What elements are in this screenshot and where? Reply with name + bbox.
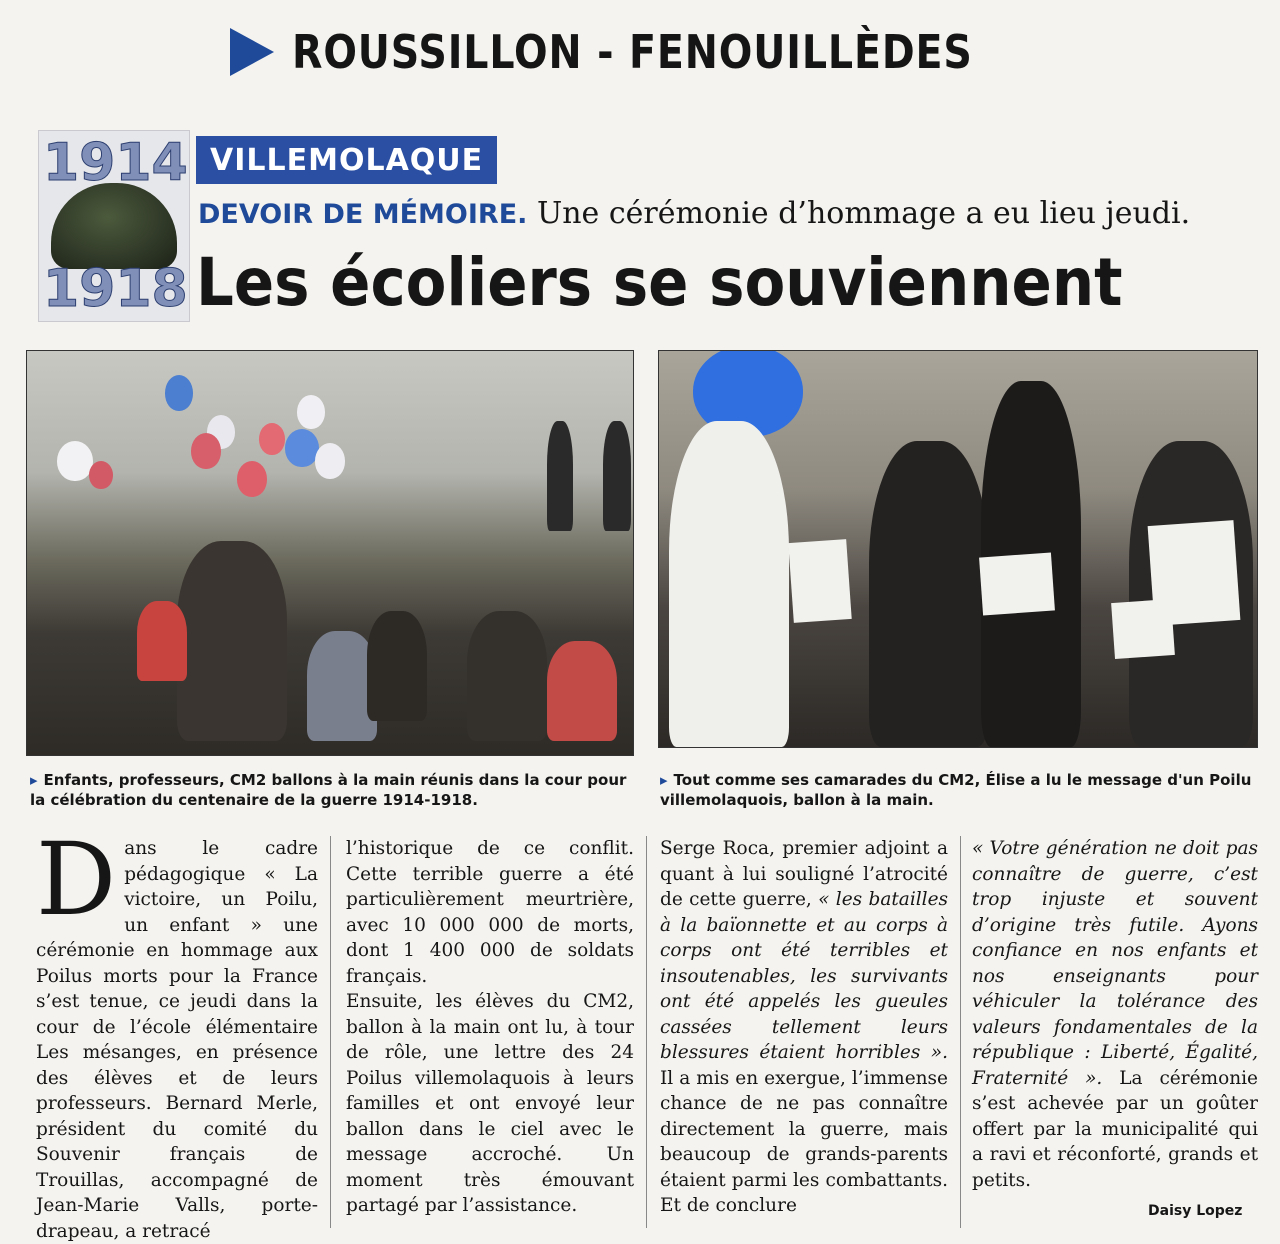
subhead-keyword: DEVOIR DE MÉMOIRE. bbox=[198, 199, 528, 230]
article-column-1 bbox=[36, 821, 318, 1244]
photo-reading-letter bbox=[658, 350, 1258, 748]
triangle-arrow-icon bbox=[230, 28, 274, 76]
helmet-icon bbox=[51, 183, 177, 269]
column-text: l’historique de ce conflit. Cette terrible guerre a été particulièrement meurtrière, avec 10 000 000 de morts, dont 1 400 000 de soldats français. bbox=[346, 838, 634, 987]
column-text: ans le cadre pédagogique « La victoire, un Poilu, un enfant » une cérémonie en hommage aux Poilus morts pour la France s’est tenue, ce jeudi dans la cour de l’école élémentaire Les mésanges, en présence des élèves et de leurs professeurs. Bernard Merle, président du comité du Souvenir français de Trouillas, accompagné de Jean-Marie Valls, porte-drapeau, a retracé bbox=[36, 838, 318, 1242]
caption-text: Tout comme ses camarades du CM2, Élise a lu le message d'un Poilu villemolaquois, ballon à la main. bbox=[660, 771, 1252, 809]
article-column-2 bbox=[346, 836, 634, 1219]
column-text: Serge Roca, premier adjoint a quant à lui souligné l’atrocité de cette guerre, bbox=[660, 838, 948, 910]
section-header bbox=[230, 20, 1084, 84]
column-text: La cérémonie s’est achevée par un goûter offert par la municipalité qui a ravi et réconforté, grands et petits. bbox=[972, 1067, 1259, 1191]
headline: Les écoliers se souviennent bbox=[196, 244, 1123, 321]
author-byline: Daisy Lopez bbox=[1148, 1203, 1243, 1219]
centenary-badge bbox=[38, 130, 190, 322]
caption-photo-1 bbox=[30, 770, 630, 810]
bullet-icon: ▸ bbox=[660, 771, 668, 789]
badge-year-bottom: 1918 bbox=[43, 259, 188, 319]
kicker-label: VILLEMOLAQUE bbox=[210, 142, 484, 178]
badge-year-top: 1914 bbox=[43, 133, 188, 193]
photo-schoolyard bbox=[26, 350, 634, 756]
article-column-3 bbox=[660, 836, 948, 1219]
caption-photo-2 bbox=[660, 770, 1260, 810]
bullet-icon: ▸ bbox=[30, 771, 38, 789]
location-kicker bbox=[196, 136, 497, 184]
caption-text: Enfants, professeurs, CM2 ballons à la main réunis dans la cour pour la célébration du centenaire de la guerre 1914-1918. bbox=[30, 771, 627, 809]
quote-text: « les batailles à la baïonnette et au corps à corps ont été terribles et insoutenables, les survivants ont été appelés les gueules cassées tellement leurs blessures étaient horribles ». bbox=[660, 889, 949, 1063]
subhead-text: Une cérémonie d’hommage a eu lieu jeudi. bbox=[527, 196, 1191, 231]
column-text: Il a mis en exergue, l’immense chance de ne pas connaître directement la guerre, mais beaucoup de grands-parents étaient parmi les combattants. Et de conclure bbox=[660, 1067, 948, 1216]
subhead bbox=[198, 196, 1258, 231]
section-title: ROUSSILLON - FENOUILLÈDES bbox=[292, 25, 973, 79]
drop-cap: D bbox=[36, 821, 117, 938]
column-paragraph: Ensuite, les élèves du CM2, ballon à la main ont lu, à tour de rôle, une lettre des 24 Poilus villemolaquois à leurs familles et ont envoyé leur ballon dans le ciel avec le message accroché. Un moment très émouvant partagé par l’assistance. bbox=[346, 991, 634, 1216]
quote-text: « Votre génération ne doit pas connaître de guerre, c’est trop injuste et souvent d’origine très futile. Ayons confiance en nos enfants et nos enseignants pour véhiculer la tolérance des valeurs fondamentales de la république : Liberté, Égalité, Fraternité ». bbox=[972, 838, 1258, 1089]
article-column-4 bbox=[972, 836, 1258, 1193]
